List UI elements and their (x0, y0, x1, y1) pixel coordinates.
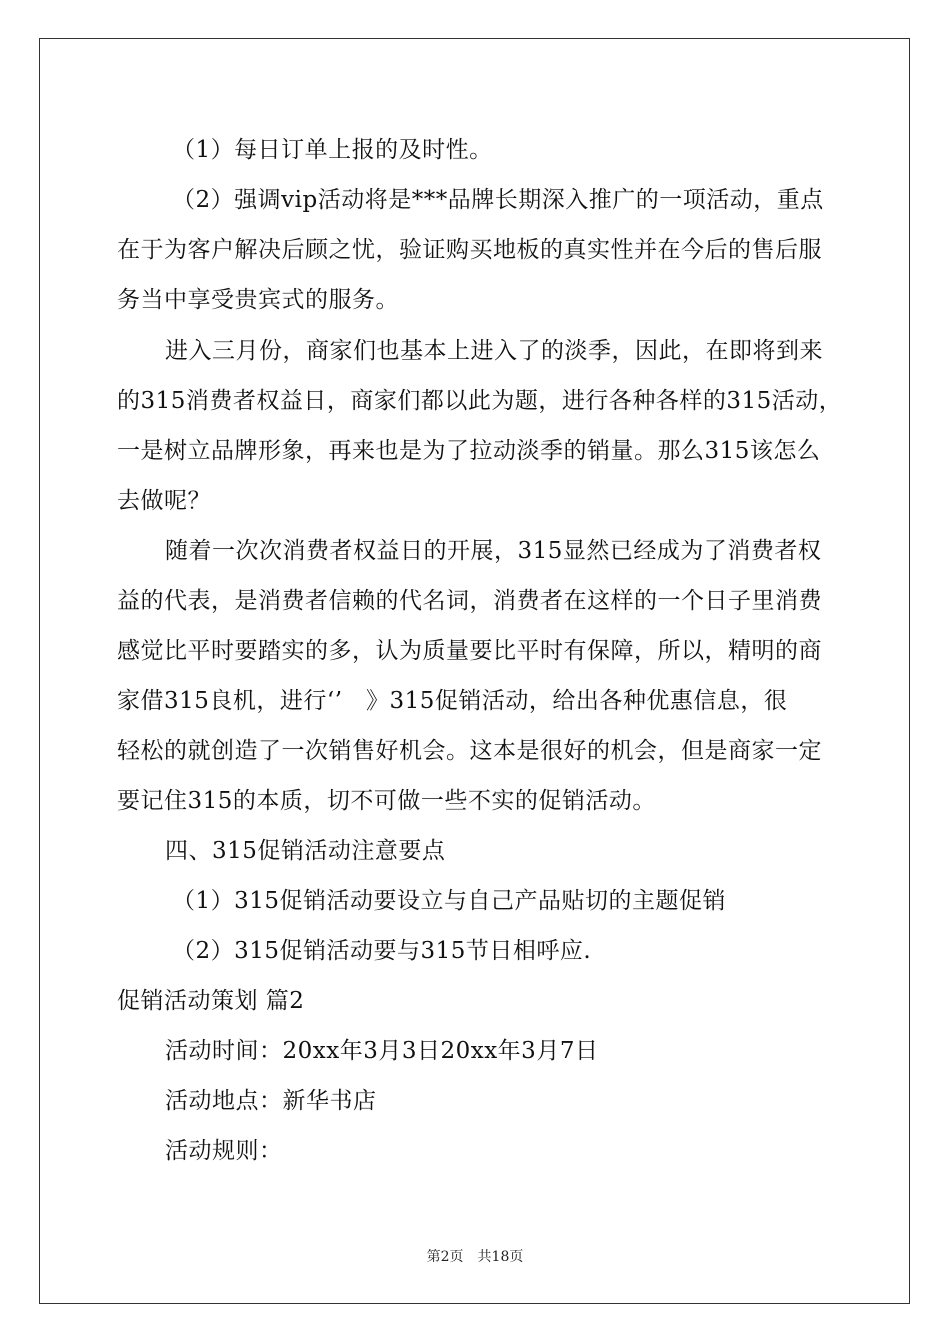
text-line-13: 轻松的就创造了一次销售好机会。这本是很好的机会，但是商家一定 (117, 738, 822, 764)
text-line-6: 的315消费者权益日，商家们都以此为题，进行各种各样的315活动， (117, 388, 843, 414)
text-line-8: 去做呢？ (117, 488, 211, 514)
text-line-10: 益的代表，是消费者信赖的代名词，消费者在这样的一个日子里消费 (117, 588, 822, 614)
text-line-5: 进入三月份，商家们也基本上进入了的淡季，因此，在即将到来 (165, 338, 823, 364)
activity-location: 活动地点：新华书店 (165, 1088, 377, 1114)
activity-rules: 活动规则： (165, 1138, 283, 1164)
text-line-7: 一是树立品牌形象，再来也是为了拉动淡季的销量。那么315该怎么 (117, 438, 821, 464)
text-line-14: 要记住315的本质，切不可做一些不实的促销活动。 (117, 788, 656, 814)
text-line-16: （1）315促销活动要设立与自己产品贴切的主题促销 (172, 888, 727, 914)
section-heading: 四、315促销活动注意要点 (165, 838, 446, 864)
page-number: 第2页 共18页 (426, 1249, 524, 1265)
activity-time: 活动时间：20xx年3月3日20xx年3月7日 (165, 1038, 599, 1064)
text-line-11: 感觉比平时要踏实的多，认为质量要比平时有保障，所以，精明的商 (117, 638, 822, 664)
text-line-1: （1）每日订单上报的及时性。 (172, 137, 493, 163)
text-line-17: （2）315促销活动要与315节日相呼应. (172, 938, 592, 964)
text-line-2: （2）强调vip活动将是***品牌长期深入推广的一项活动，重点 (172, 187, 824, 213)
text-line-9: 随着一次次消费者权益日的开展，315显然已经成为了消费者权 (165, 538, 822, 564)
text-line-4: 务当中享受贵宾式的服务。 (117, 287, 399, 313)
article-title: 促销活动策划 篇2 (117, 988, 305, 1014)
text-line-3: 在于为客户解决后顾之忧，验证购买地板的真实性并在今后的售后服 (117, 237, 822, 263)
text-line-12: 家借315良机，进行‘’ 》315促销活动，给出各种优惠信息，很 (117, 688, 788, 714)
